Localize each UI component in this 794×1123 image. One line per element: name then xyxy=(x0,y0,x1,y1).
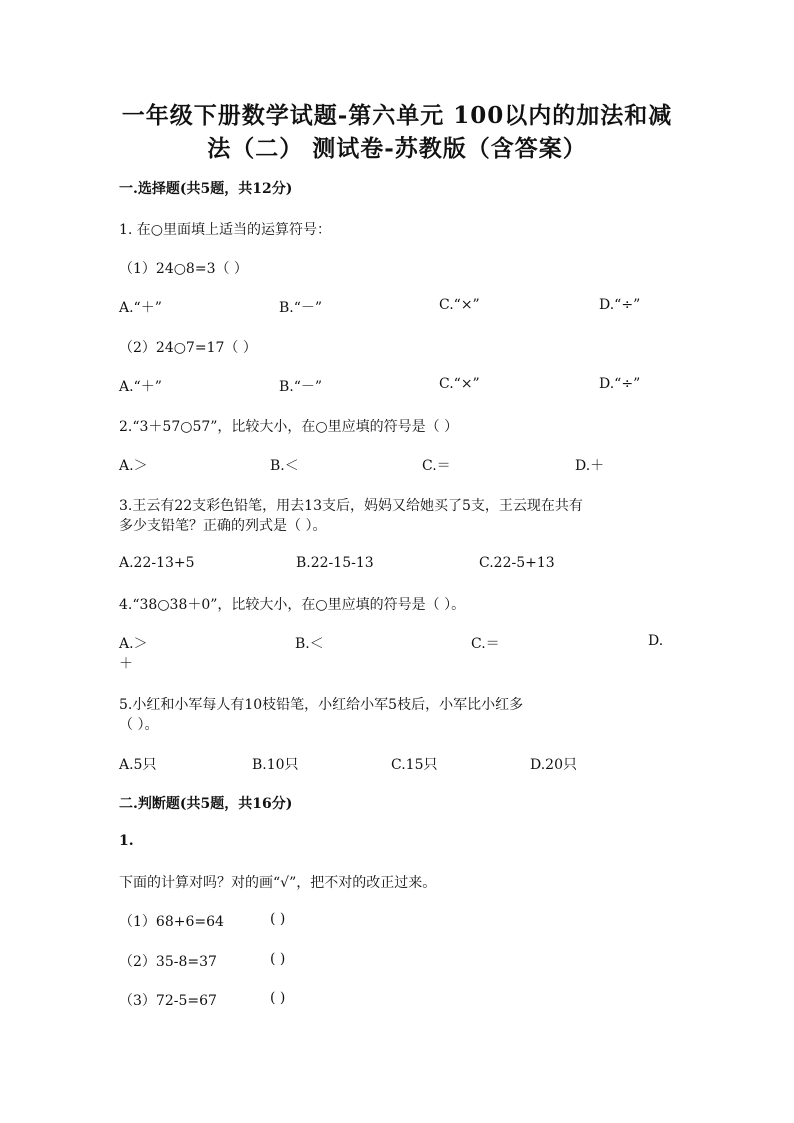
exam-title-line2: 法（二） 测试卷-苏教版（含答案） xyxy=(207,135,587,162)
q4-stem: 4.“38○38＋0”，比较大小，在○里应填的符号是（ ）。 xyxy=(119,597,466,613)
q3-stem-line1: 3.王云有22支彩色铅笔，用去13支后，妈妈又给她买了5支，王云现在共有 xyxy=(119,498,583,514)
q1-part1: （1）24○8=3（ ） xyxy=(119,261,248,277)
q5-stem-line2: （ ）。 xyxy=(119,717,159,733)
q1-part1-option-b: B.“－” xyxy=(279,300,323,316)
q1-part2-option-b: B.“－” xyxy=(279,379,323,395)
s2-q1-item1-blank: ( ) xyxy=(270,911,286,927)
q5-option-b: B.10只 xyxy=(252,757,299,773)
q2-option-a: A.＞ xyxy=(119,458,148,474)
q5-stem-line1: 5.小红和小军每人有10枝铅笔，小红给小军5枝后，小军比小红多 xyxy=(119,697,524,713)
q1-part1-option-d: D.“÷” xyxy=(599,297,641,313)
q2-option-d: D.＋ xyxy=(575,458,605,474)
q1-part1-option-c: C.“×” xyxy=(439,297,480,313)
q4-option-c: C.＝ xyxy=(471,636,500,652)
q1-part2-option-c: C.“×” xyxy=(439,376,480,392)
s2-q1-item2-blank: ( ) xyxy=(270,951,286,967)
q4-option-d: D. xyxy=(648,633,664,649)
s2-q1-item3-expr: （3）72-5=67 xyxy=(119,993,217,1009)
q1-part2: （2）24○7=17（ ） xyxy=(119,340,257,356)
q3-option-a: A.22-13+5 xyxy=(119,555,195,571)
q2-option-b: B.＜ xyxy=(270,458,299,474)
q3-stem-line2: 多少支铅笔？正确的列式是（ ）。 xyxy=(119,518,327,534)
q3-option-b: B.22-15-13 xyxy=(296,555,374,571)
s2-q1-item3-blank: ( ) xyxy=(270,990,286,1006)
q3-option-c: C.22-5+13 xyxy=(479,555,555,571)
q1-part2-option-a: A.“＋” xyxy=(119,379,162,395)
section2-heading: 二.判断题(共5题，共16分) xyxy=(119,796,293,812)
q1-part1-option-a: A.“＋” xyxy=(119,300,162,316)
q5-option-a: A.5只 xyxy=(119,757,157,773)
q2-option-c: C.＝ xyxy=(422,458,451,474)
section1-heading: 一.选择题(共5题，共12分) xyxy=(119,181,293,197)
q2-stem: 2.“3＋57○57”，比较大小，在○里应填的符号是（ ） xyxy=(119,419,459,435)
q4-option-a: A.＞ xyxy=(119,636,148,652)
s2-q1-stem: 下面的计算对吗？对的画“√”，把不对的改正过来。 xyxy=(119,875,437,891)
q5-option-d: D.20只 xyxy=(530,757,577,773)
q4-option-b: B.＜ xyxy=(295,636,324,652)
q4-option-d-wrap: ＋ xyxy=(119,656,133,672)
q1-stem: 1. 在○里面填上适当的运算符号： xyxy=(119,222,332,238)
s2-q1-item2-expr: （2）35-8=37 xyxy=(119,954,217,970)
q5-option-c: C.15只 xyxy=(391,757,438,773)
s2-q1-number: 1. xyxy=(119,833,134,849)
s2-q1-item1-expr: （1）68+6=64 xyxy=(119,914,224,930)
q1-part2-option-d: D.“÷” xyxy=(599,376,641,392)
exam-title-line1: 一年级下册数学试题-第六单元 100以内的加法和减 xyxy=(121,102,673,129)
